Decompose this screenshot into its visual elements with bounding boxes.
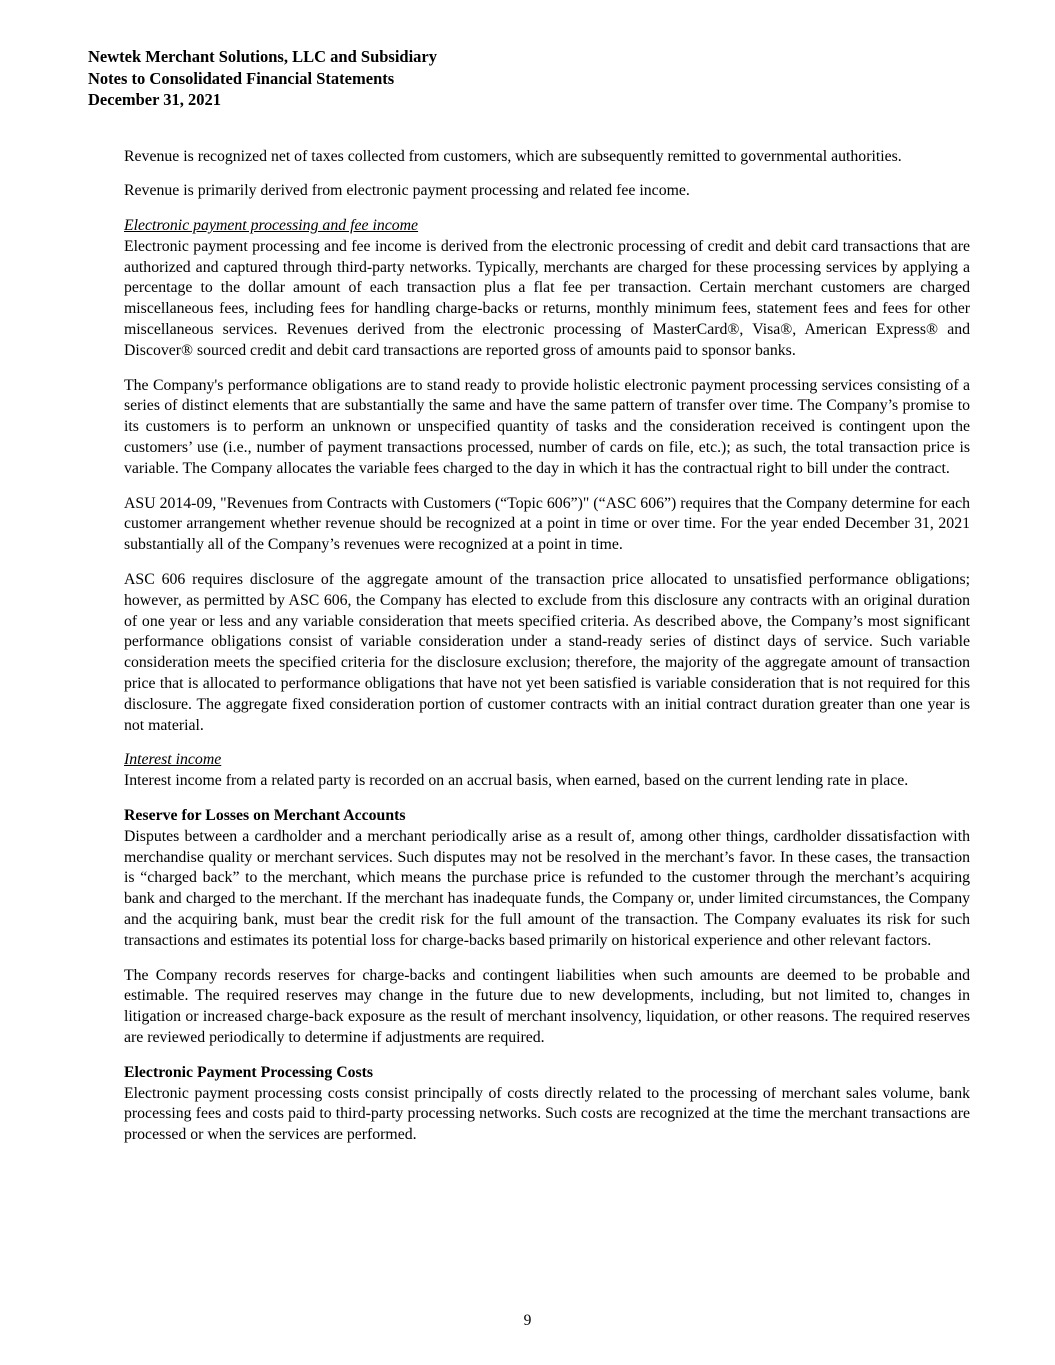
paragraph-asc-606-disclosure: ASC 606 requires disclosure of the aggregate amount of the transaction price allocated to unsatisfied performance obligations; however, as permitted by ASC 606, the Company has elected to exclude from this disclosure any contracts with an original duration of one year or less and any variable consideration that meets specified criteria. As described above, the Company’s most significant performance obligations consist of variable consideration under a stand-ready series of distinct days of service. Such variable consideration meets the specified criteria for the disclosure exclusion; therefore, the majority of the aggregate amount of transaction price that is allocated to performance obligations that have not yet been satisfied is variable consideration that is not required for this disclosure. The aggregate fixed consideration portion of customer contracts with an initial contract duration greater than one year is not material. <box>124 571 970 734</box>
paragraph-performance-obligations: The Company's performance obligations are to stand ready to provide holistic electronic payment processing services consisting of a series of distinct elements that are substantially the same and have the same pattern of transfer over time. The Company’s promise to its customers is to perform an unknown or unspecified quantity of tasks and the consideration received is contingent upon the customers’ use (i.e., number of payment transactions processed, number of cards on file, etc.); as such, the total transaction price is variable. The Company allocates the variable fees charged to the day in which it has the contractual right to bill under the contract. <box>124 376 970 477</box>
paragraph-disputes: Disputes between a cardholder and a merchant periodically arise as a result of, among other things, cardholder dissatisfaction with merchandise quality or merchant services. Such disputes may not be resolved in the merchant’s favor. In these cases, the transaction is “charged back” to the merchant, which means the purchase price is refunded to the customer through the merchant’s acquiring bank and charged to the merchant. If the merchant has inadequate funds, the Company or, under limited circumstances, the Company and the acquiring bank, must bear the credit risk for the full amount of the transaction. The Company evaluates its risk for such transactions and estimates its potential loss for charge-backs based primarily on historical experience and other relevant factors. <box>124 827 970 949</box>
page-footer <box>0 1312 1055 1330</box>
paragraph-revenue-taxes: Revenue is recognized net of taxes collected from customers, which are subsequently remitted to governmental authorities. <box>124 147 902 165</box>
report-title: Notes to Consolidated Financial Statements <box>88 68 395 88</box>
paragraph-asu-2014-09: ASU 2014-09, "Revenues from Contracts with Customers (“Topic 606”)" (“ASC 606”) requires that the Company determine for each customer arrangement whether revenue should be recognized at a point in time or over time. For the year ended December 31, 2021 substantially all of the Company’s revenues were recognized at a point in time. <box>124 494 970 554</box>
paragraph-epp-costs: Electronic payment processing costs consist principally of costs directly related to the processing of merchant sales volume, bank processing fees and costs paid to third-party processing networks. Such costs are recognized at the time the merchant transactions are processed or when the services are performed. <box>124 1084 970 1144</box>
paragraph-reserves-recorded: The Company records reserves for charge-backs and contingent liabilities when such amounts are deemed to be probable and estimable. The required reserves may change in the future due to new developments, including, but not limited to, changes in litigation or increased charge-back exposure as the result of merchant insolvency, liquidation, or other reasons. The required reserves are reviewed periodically to determine if adjustments are required. <box>124 966 970 1046</box>
paragraph-epp-description: Electronic payment processing and fee income is derived from the electronic processing of credit and debit card transactions that are authorized and captured through third-party networks. Typically, merchants are charged for these processing services by applying a percentage to the dollar amount of each transaction plus a flat fee per transaction. Certain merchant customers are charged miscellaneous fees, including fees for handling charge-backs or returns, monthly minimum fees, statement fees and fees for other miscellaneous services. Revenues derived from the electronic processing of MasterCard®, Visa®, American Express® and Discover® sourced credit and debit card transactions are reported gross of amounts paid to sponsor banks. <box>124 237 970 359</box>
section-heading-reserve-for-losses: Reserve for Losses on Merchant Accounts <box>124 807 406 825</box>
document-header <box>88 46 970 111</box>
paragraph-revenue-primary: Revenue is primarily derived from electronic payment processing and related fee income. <box>124 182 690 200</box>
section-heading-interest-income: Interest income <box>124 751 222 769</box>
company-name: Newtek Merchant Solutions, LLC and Subsidiary <box>88 47 438 66</box>
section-heading-electronic-payment-processing-fee-income: Electronic payment processing and fee income <box>124 217 419 235</box>
section-heading-electronic-payment-processing-costs: Electronic Payment Processing Costs <box>124 1063 374 1081</box>
document-body <box>124 147 970 1146</box>
report-date: December 31, 2021 <box>88 90 222 109</box>
paragraph-interest-income: Interest income from a related party is recorded on an accrual basis, when earned, based on the current lending rate in place. <box>124 772 909 790</box>
page-number: 9 <box>523 1312 532 1329</box>
